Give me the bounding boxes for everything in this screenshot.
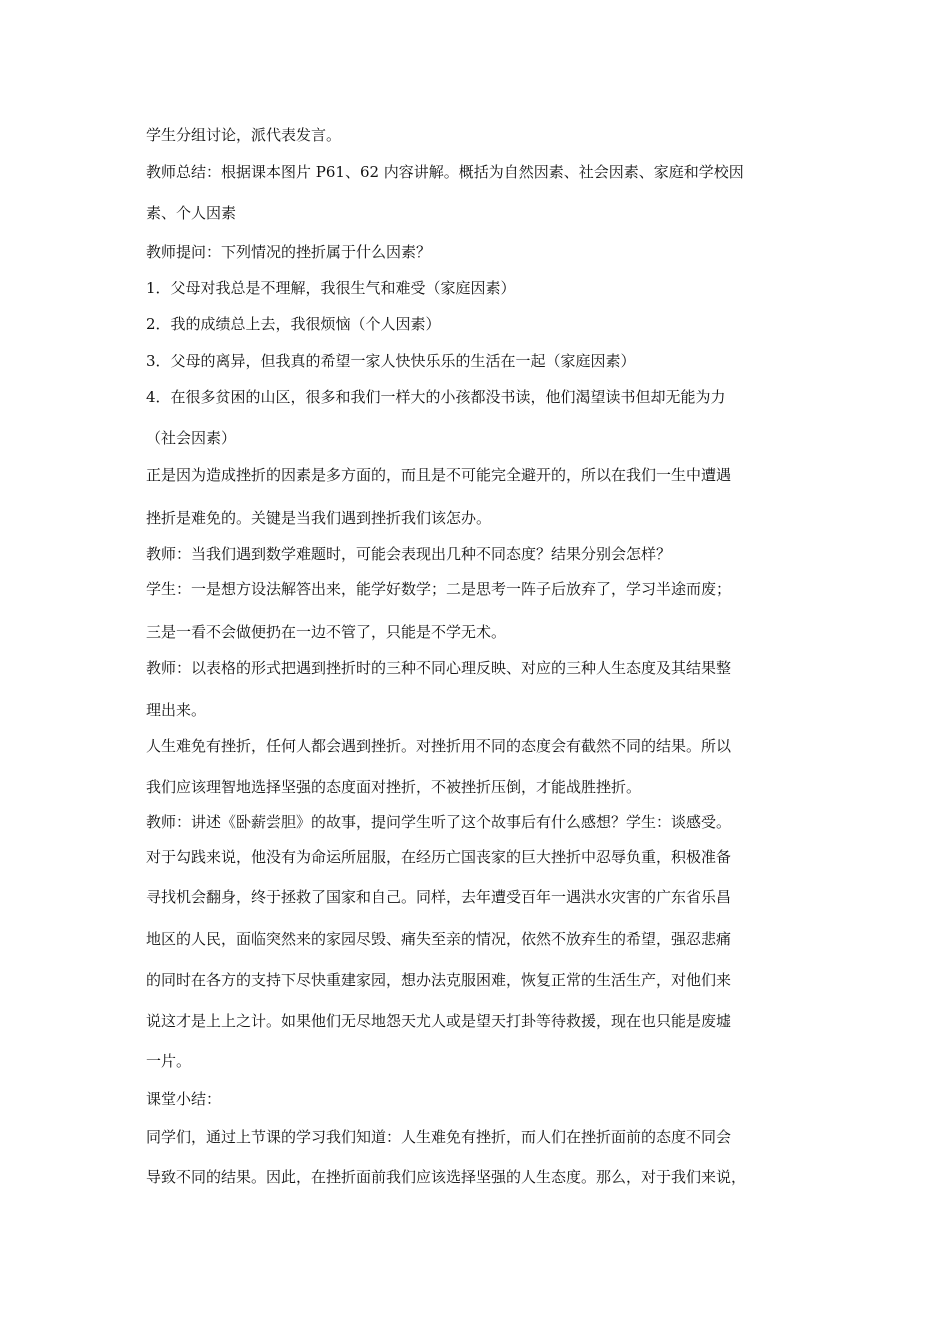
text-line: 人生难免有挫折，任何人都会遇到挫折。对挫折用不同的态度会有截然不同的结果。所以: [146, 737, 732, 755]
text-line: 说这才是上上之计。如果他们无尽地怨天尤人或是望天打卦等待救援，现在也只能是废墟: [146, 1012, 732, 1030]
text-line: 正是因为造成挫折的因素是多方面的，而且是不可能完全避开的，所以在我们一生中遭遇: [146, 466, 732, 484]
text-line: 1．父母对我总是不理解，我很生气和难受（家庭因素）: [146, 279, 516, 297]
text-line: 同学们，通过上节课的学习我们知道：人生难免有挫折，而人们在挫折面前的态度不同会: [146, 1128, 732, 1146]
text-line: 2．我的成绩总上去，我很烦恼（个人因素）: [146, 315, 441, 333]
text-line: 挫折是难免的。关键是当我们遇到挫折我们该怎办。: [146, 509, 492, 527]
text-line: 教师：当我们遇到数学难题时，可能会表现出几种不同态度？结果分别会怎样？: [146, 545, 672, 563]
text-line: 我们应该理智地选择坚强的态度面对挫折，不被挫折压倒，才能战胜挫折。: [146, 778, 642, 796]
text-line: 寻找机会翻身，终于拯救了国家和自己。同样，去年遭受百年一遇洪水灾害的广东省乐昌: [146, 888, 732, 906]
text-line: 教师：讲述《卧薪尝胆》的故事，提问学生听了这个故事后有什么感想？学生：谈感受。: [146, 813, 732, 831]
text-line: 教师：以表格的形式把遇到挫折时的三种不同心理反映、对应的三种人生态度及其结果整: [146, 659, 732, 677]
text-line: 素、个人因素: [146, 204, 237, 222]
text-line: 学生分组讨论，派代表发言。: [146, 126, 342, 144]
text-line: 对于勾践来说，他没有为命运所屈服，在经历亡国丧家的巨大挫折中忍辱负重，积极准备: [146, 848, 732, 866]
text-line: 教师提问：下列情况的挫折属于什么因素？: [146, 243, 432, 261]
text-line: 学生：一是想方设法解答出来，能学好数学；二是思考一阵子后放弃了，学习半途而废；: [146, 580, 732, 598]
text-line: 课堂小结：: [146, 1090, 222, 1108]
text-line: 教师总结：根据课本图片 P61、62 内容讲解。概括为自然因素、社会因素、家庭和学校因: [146, 163, 744, 181]
text-line: （社会因素）: [146, 429, 237, 447]
text-line: 3．父母的离异，但我真的希望一家人快快乐乐的生活在一起（家庭因素）: [146, 352, 636, 370]
text-line: 导致不同的结果。因此，在挫折面前我们应该选择坚强的人生态度。那么，对于我们来说，: [146, 1168, 747, 1186]
text-line: 地区的人民，面临突然来的家园尽毁、痛失至亲的情况，依然不放弃生的希望，强忍悲痛: [146, 930, 732, 948]
text-line: 三是一看不会做便扔在一边不管了，只能是不学无术。: [146, 623, 507, 641]
text-line: 的同时在各方的支持下尽快重建家园，想办法克服困难，恢复正常的生活生产，对他们来: [146, 971, 732, 989]
text-line: 理出来。: [146, 701, 207, 719]
text-line: 一片。: [146, 1052, 192, 1070]
text-line: 4．在很多贫困的山区，很多和我们一样大的小孩都没书读，他们渴望读书但却无能为力: [146, 388, 726, 406]
